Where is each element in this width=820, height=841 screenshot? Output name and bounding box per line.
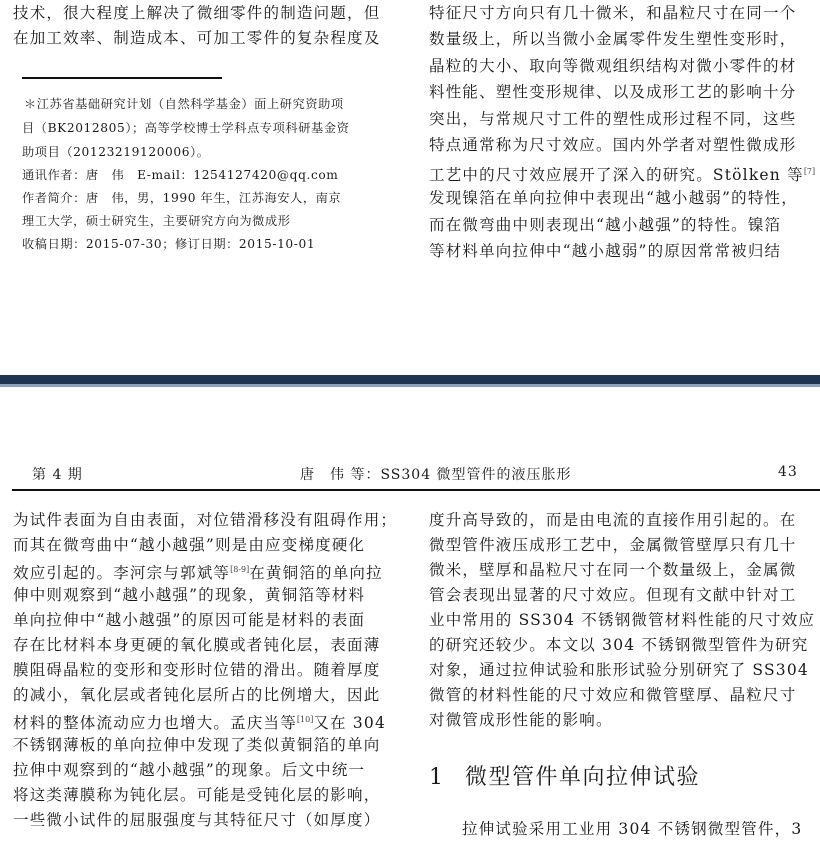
body-line: 业中常用的 SS304 不锈钢微管材料性能的尺寸效应 [429, 611, 816, 629]
body-line: 拉伸中观察到的“越小越强”的现象。后文中统一 [13, 761, 366, 779]
body-line: 而其在微弯曲中“越小越强”则是由应变梯度硬化 [13, 536, 366, 554]
body-line: 技术，很大程度上解决了微细零件的制造问题，但 [13, 4, 381, 22]
body-line: 对微管成形性能的影响。 [429, 711, 613, 729]
citation-ref: [10] [296, 715, 314, 724]
section-heading [429, 765, 700, 791]
footnote-line: 理工大学，硕士研究生，主要研究方向为微成形 [22, 214, 291, 228]
body-line: 晶粒的大小、取向等微观组织结构对微小零件的材 [429, 57, 797, 75]
body-line: 对象，通过拉伸试验和胀形试验分别研究了 SS304 [429, 661, 809, 679]
body-line: 特点通常称为尺寸效应。国内外学者对塑性微成形 [429, 136, 797, 154]
body-line: 度升高导致的，而是由电流的直接作用引起的。在 [429, 511, 797, 529]
page-separator [0, 375, 820, 384]
body-line [429, 163, 815, 184]
body-text: 工艺中的尺寸效应展开了深入的研究。Stölken 等 [429, 166, 804, 184]
body-line: 在加工效率、制造成本、可加工零件的复杂程度及 [13, 29, 381, 47]
footnote-rule [22, 77, 222, 79]
citation-ref: [7] [803, 167, 816, 176]
body-line: 突出，与常规尺寸工件的塑性成形过程不同，这些 [429, 110, 797, 128]
running-title: 唐 伟 等：SS304 微型管件的液压胀形 [300, 467, 572, 483]
body-line: 单向拉伸中“越小越强”的原因可能是材料的表面 [13, 611, 366, 629]
body-line: 而在微弯曲中则表现出“越小越强”的特性。镍箔 [429, 216, 782, 234]
page-separator-highlight [0, 384, 820, 387]
body-line: 发现镍箔在单向拉伸中表现出“越小越弱”的特性， [429, 189, 798, 207]
body-line: 的研究还较少。本文以 304 不锈钢微型管件为研究 [429, 636, 809, 654]
footnote-line: 通讯作者：唐 伟 E-mail：1254127420@qq.com [22, 168, 339, 182]
body-line: 微型管件液压成形工艺中，金属微管壁厚只有几十 [429, 536, 797, 554]
body-line: 微管的材料性能的尺寸效应和微管壁厚、晶粒尺寸 [429, 686, 797, 704]
footnote-line: ＊江苏省基础研究计划（自然科学基金）面上研究资助项 [24, 97, 344, 111]
header-rule [12, 489, 820, 491]
body-text: 效应引起的。李河宗与郭斌等 [13, 564, 231, 582]
body-line [13, 711, 386, 732]
body-line: 一些微小试件的屈服强度与其特征尺寸（如厚度） [13, 811, 381, 829]
section-number: 1 [429, 765, 445, 790]
body-line: 不锈钢薄板的单向拉伸中发现了类似黄铜箔的单向 [13, 736, 381, 754]
page-number: 43 [778, 464, 798, 480]
body-line: 数量级上，所以当微小金属零件发生塑性变形时， [429, 30, 797, 48]
body-line: 的减小，氧化层或者钝化层所占的比例增大，因此 [13, 686, 381, 704]
citation-ref: [8-9] [230, 565, 250, 574]
body-text: 在黄铜箔的单向拉 [249, 564, 383, 582]
body-text: 又在 304 [313, 714, 387, 732]
body-line: 料性能、塑性变形规律、以及成形工艺的影响十分 [429, 83, 797, 101]
footnote-line: 助项目（20123219120006）。 [22, 145, 210, 159]
body-line [13, 561, 383, 582]
footnote-line: 收稿日期：2015-07-30；修订日期：2015-10-01 [22, 237, 316, 251]
footnote-line: 目（BK2012805）；高等学校博士学科点专项科研基金资 [22, 121, 350, 135]
issue-number: 第 4 期 [32, 467, 83, 483]
body-line: 等材料单向拉伸中“越小越弱”的原因常常被归结 [429, 242, 782, 260]
body-line: 微米，壁厚和晶粒尺寸在同一个数量级上，金属微 [429, 561, 797, 579]
body-line: 特征尺寸方向只有几十微米，和晶粒尺寸在同一个 [429, 4, 797, 22]
body-line: 为试件表面为自由表面，对位错滑移没有阻碍作用； [13, 511, 398, 529]
body-line: 存在比材料本身更硬的氧化膜或者钝化层，表面薄 [13, 636, 381, 654]
body-line: 拉伸试验采用工业用 304 不锈钢微型管件，3 [462, 820, 803, 838]
body-line: 管会表现出显著的尺寸效应。但现有文献中针对工 [429, 586, 797, 604]
body-line: 膜阻碍晶粒的变形和变形时位错的滑出。随着厚度 [13, 661, 381, 679]
body-line: 将这类薄膜称为钝化层。可能是受钝化层的影响， [13, 786, 381, 804]
footnote-line: 作者简介：唐 伟，男，1990 年生，江苏海安人，南京 [22, 191, 342, 205]
body-text: 材料的整体流动应力也增大。孟庆当等 [13, 714, 297, 732]
body-line: 伸中则观察到“越小越强”的现象，黄铜箔等材料 [13, 586, 366, 604]
section-title: 微型管件单向拉伸试验 [465, 765, 701, 790]
